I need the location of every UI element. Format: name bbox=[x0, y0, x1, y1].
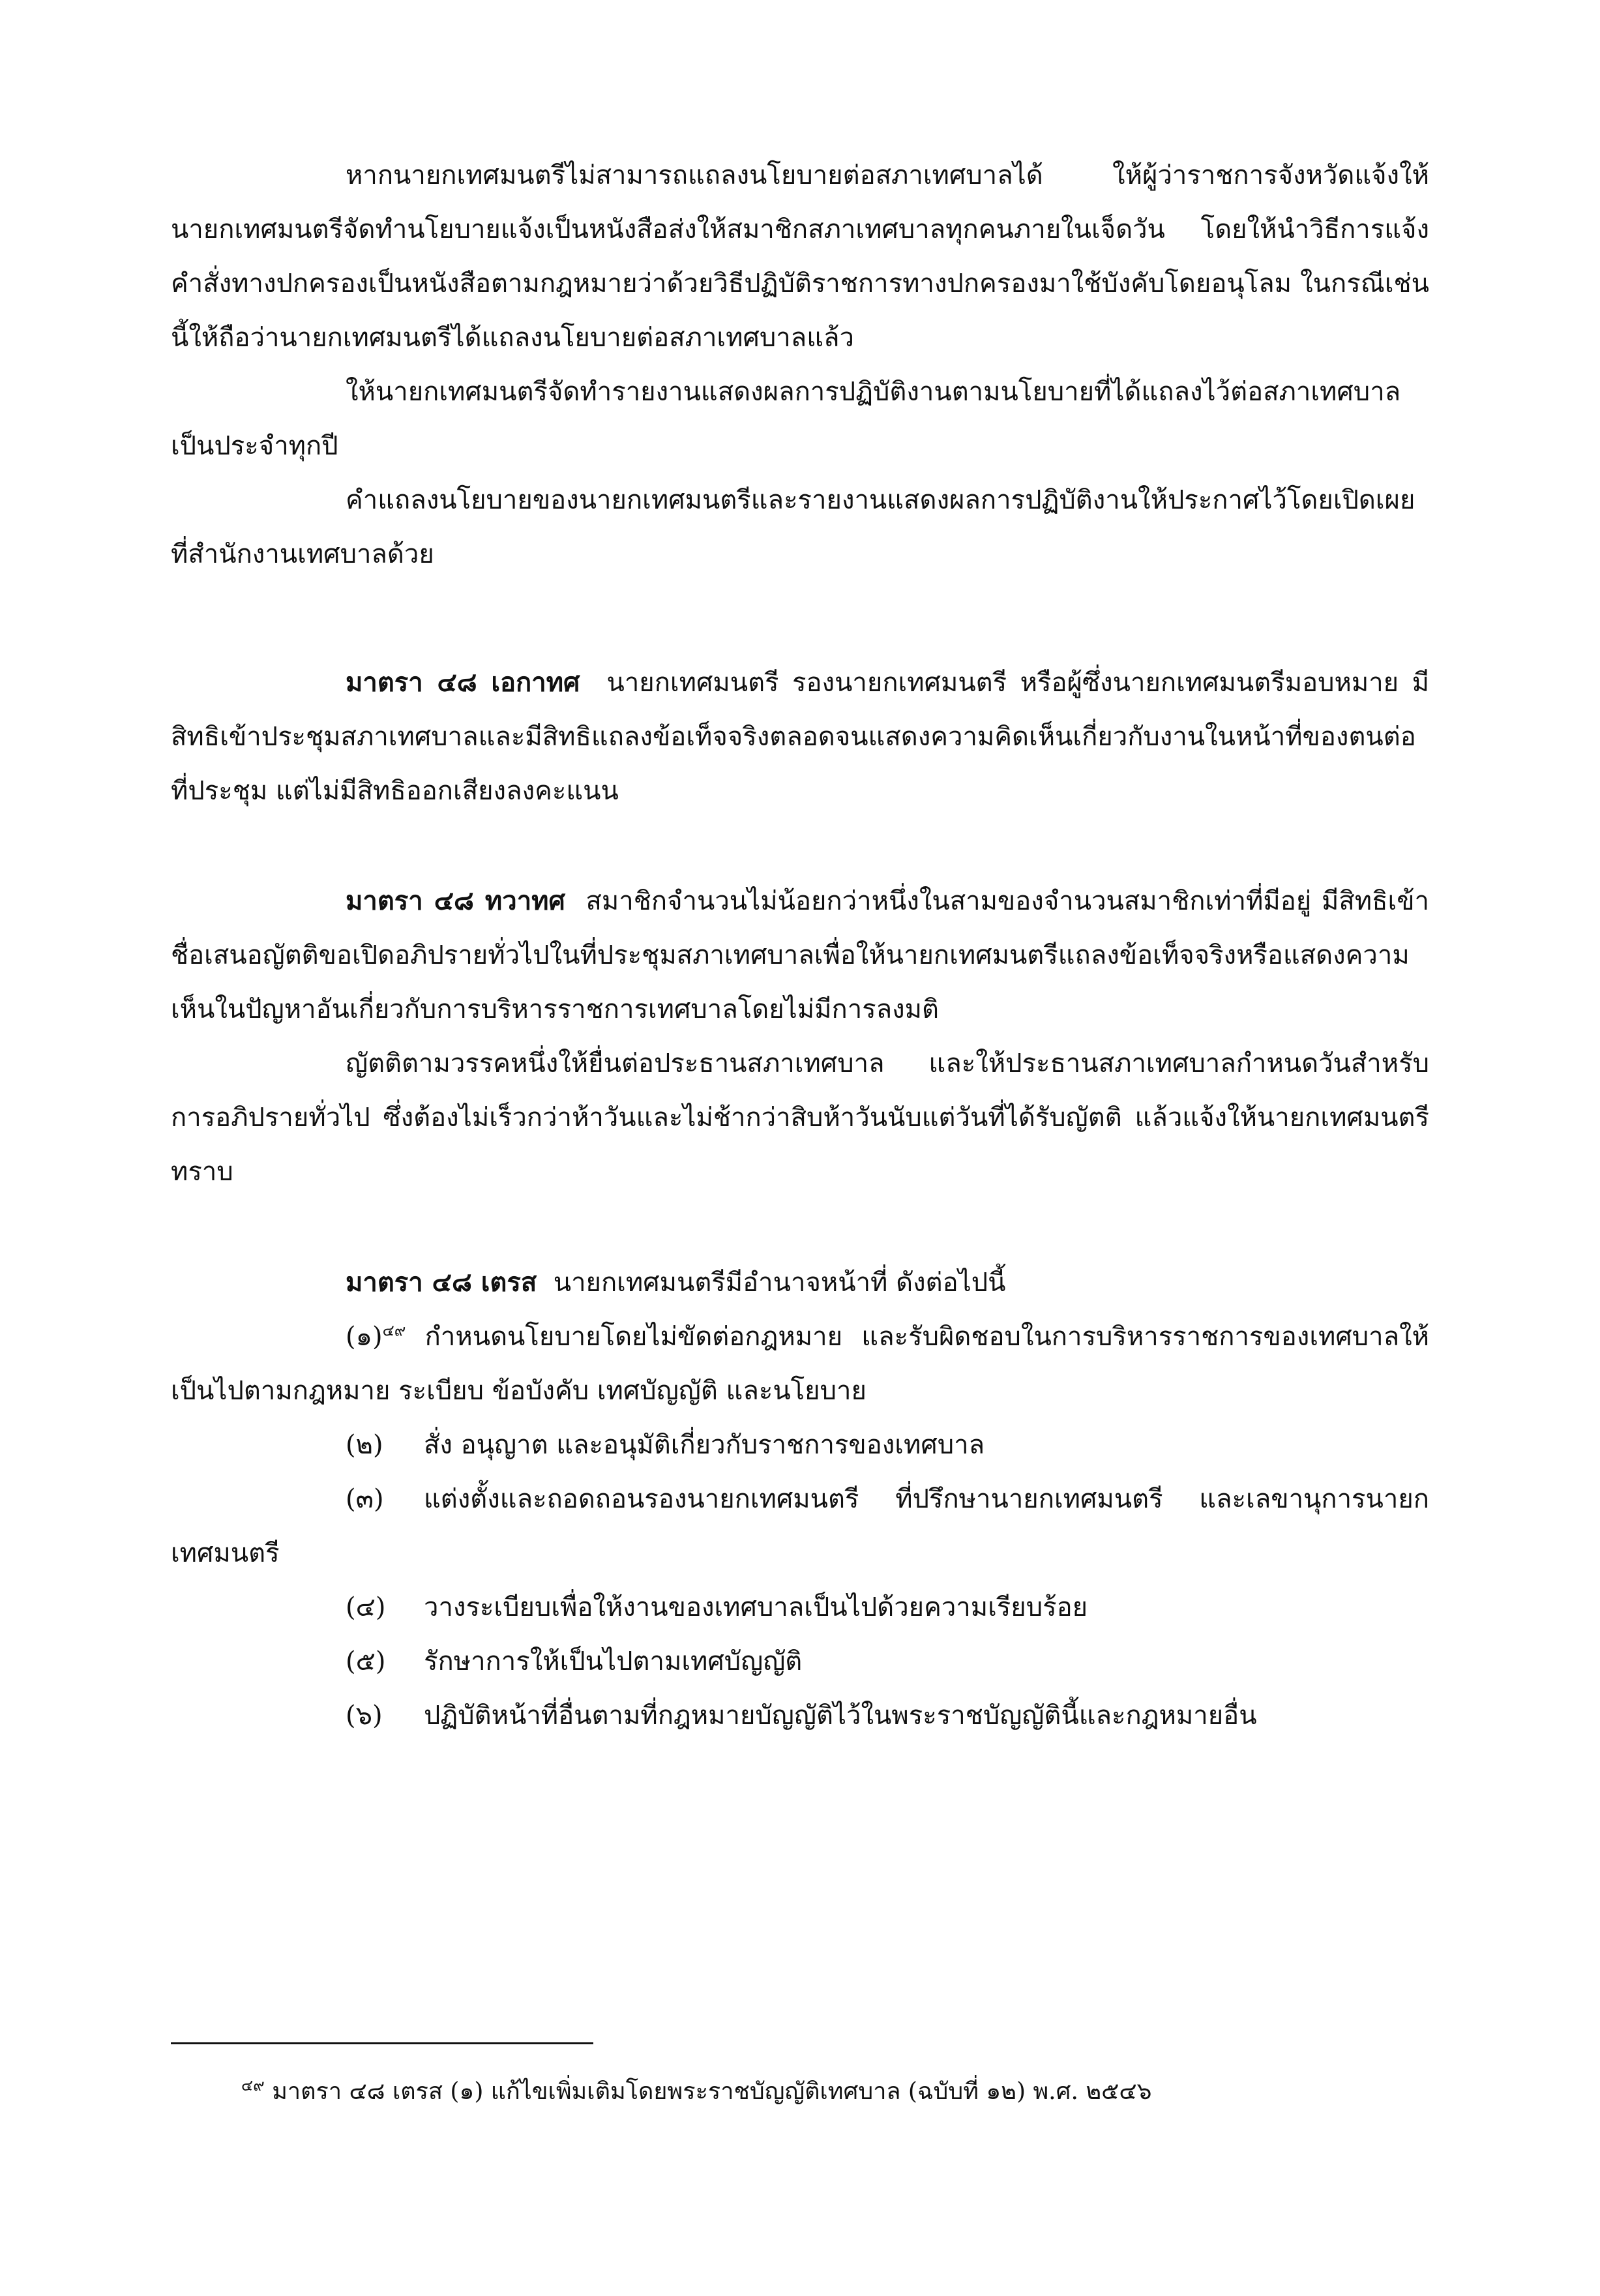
item-number: (๒) bbox=[346, 1430, 383, 1460]
list-item bbox=[171, 1418, 1429, 1472]
list-item bbox=[171, 1472, 1429, 1581]
section-paragraph bbox=[171, 1255, 1429, 1310]
paragraph: ญัตติตามวรรคหนึ่งให้ยื่นต่อประธานสภาเทศบาล และให้ประธานสภาเทศบาลกำหนดวันสำหรับการอภิปรายทั่วไป ซึ่งต้องไม่เร็วกว่าห้าวันและไม่ช้ากว่าสิบห้าวันนับแต่วันที่ได้รับญัตติ แล้วแจ้งให้นายกเทศมนตรีทราบ bbox=[171, 1049, 1429, 1187]
section-paragraph bbox=[171, 655, 1429, 818]
item-number: (๕) bbox=[346, 1647, 386, 1677]
paragraph: หากนายกเทศมนตรีไม่สามารถแถลงนโยบายต่อสภาเทศบาลได้ ให้ผู้ว่าราชการจังหวัดแจ้งให้นายกเทศมนตรีจัดทำนโยบายแจ้งเป็นหนังสือส่งให้สมาชิกสภาเทศบาลทุกคนภายในเจ็ดวัน โดยให้นำวิธีการแจ้งคำสั่งทางปกครองเป็นหนังสือตามกฎหมายว่าด้วยวิธีปฏิบัติราชการทางปกครองมาใช้บังคับโดยอนุโลม ในกรณีเช่นนี้ให้ถือว่านายกเทศมนตรีได้แถลงนโยบายต่อสภาเทศบาลแล้ว bbox=[171, 160, 1429, 353]
paragraph: คำแถลงนโยบายของนายกเทศมนตรีและรายงานแสดงผลการปฏิบัติงานให้ประกาศไว้โดยเปิดเผยที่สำนักงานเทศบาลด้วย bbox=[171, 485, 1415, 569]
section-text: สมาชิกจำนวนไม่น้อยกว่าหนึ่งในสามของจำนวนสมาชิกเท่าที่มีอยู่ มีสิทธิเข้าชื่อเสนอญัตติขอเปิดอภิปรายทั่วไปในที่ประชุมสภาเทศบาลเพื่อให้นายกเทศมนตรีแถลงข้อเท็จจริงหรือแสดงความเห็นในปัญหาอันเกี่ยวกับการบริหารราชการเทศบาลโดยไม่มีการลงมติ bbox=[171, 886, 1429, 1024]
section-heading: มาตรา ๔๘ เอกาทศ bbox=[346, 667, 580, 698]
paragraph: ให้นายกเทศมนตรีจัดทำรายงานแสดงผลการปฏิบัติงานตามนโยบายที่ได้แถลงไว้ต่อสภาเทศบาลเป็นประจำทุกปี bbox=[171, 377, 1401, 461]
footnote-marker: ๔๙ bbox=[241, 2076, 265, 2095]
item-text: สั่ง อนุญาต และอนุมัติเกี่ยวกับราชการของเทศบาล bbox=[424, 1430, 985, 1460]
footnote-marker: ๔๙ bbox=[382, 1321, 406, 1340]
item-text: กำหนดนโยบายโดยไม่ขัดต่อกฎหมาย และรับผิดชอบในการบริหารราชการของเทศบาลให้เป็นไปตามกฎหมาย ระเบียบ ข้อบังคับ เทศบัญญัติ และนโยบาย bbox=[171, 1322, 1430, 1406]
section-48-eka-thos bbox=[171, 655, 1429, 818]
list-item bbox=[171, 1310, 1429, 1418]
section-text: นายกเทศมนตรีมีอำนาจหน้าที่ ดังต่อไปนี้ bbox=[553, 1268, 1006, 1298]
footnote bbox=[241, 2072, 1415, 2111]
item-text: รักษาการให้เป็นไปตามเทศบัญญัติ bbox=[424, 1647, 803, 1677]
footnote-text: มาตรา ๔๘ เตรส (๑) แก้ไขเพิ่มเติมโดยพระราชบัญญัติเทศบาล (ฉบับที่ ๑๒) พ.ศ. ๒๕๔๖ bbox=[272, 2078, 1152, 2105]
section-heading: มาตรา ๔๘ เตรส bbox=[346, 1267, 537, 1298]
section-48-tre-ros bbox=[171, 1255, 1429, 1743]
item-number: (๓) bbox=[346, 1484, 384, 1514]
section-text: นายกเทศมนตรี รองนายกเทศมนตรี หรือผู้ซึ่งนายกเทศมนตรีมอบหมาย มีสิทธิเข้าประชุมสภาเทศบาลและมีสิทธิแถลงข้อเท็จจริงตลอดจนแสดงความคิดเห็นเกี่ยวกับงานในหน้าที่ของตนต่อที่ประชุม แต่ไม่มีสิทธิออกเสียงลงคะแนน bbox=[171, 668, 1429, 806]
section-48-thawa-thos bbox=[171, 874, 1429, 1199]
list-item bbox=[171, 1635, 1429, 1689]
item-text: วางระเบียบเพื่อให้งานของเทศบาลเป็นไปด้วยความเรียบร้อย bbox=[424, 1592, 1088, 1622]
footnote-divider bbox=[171, 2042, 593, 2044]
item-number: (๑) bbox=[346, 1322, 383, 1352]
top-paragraphs bbox=[171, 149, 1429, 582]
list-item bbox=[171, 1689, 1429, 1743]
item-text: ปฏิบัติหน้าที่อื่นตามที่กฎหมายบัญญัติไว้ในพระราชบัญญัตินี้และกฎหมายอื่น bbox=[424, 1701, 1257, 1731]
list-item bbox=[171, 1581, 1429, 1635]
item-number: (๔) bbox=[346, 1592, 386, 1622]
item-text: แต่งตั้งและถอดถอนรองนายกเทศมนตรี ที่ปรึกษานายกเทศมนตรี และเลขานุการนายกเทศมนตรี bbox=[171, 1484, 1429, 1568]
section-heading: มาตรา ๔๘ ทวาทศ bbox=[346, 886, 565, 916]
item-number: (๖) bbox=[346, 1701, 383, 1731]
section-paragraph bbox=[171, 874, 1429, 1037]
